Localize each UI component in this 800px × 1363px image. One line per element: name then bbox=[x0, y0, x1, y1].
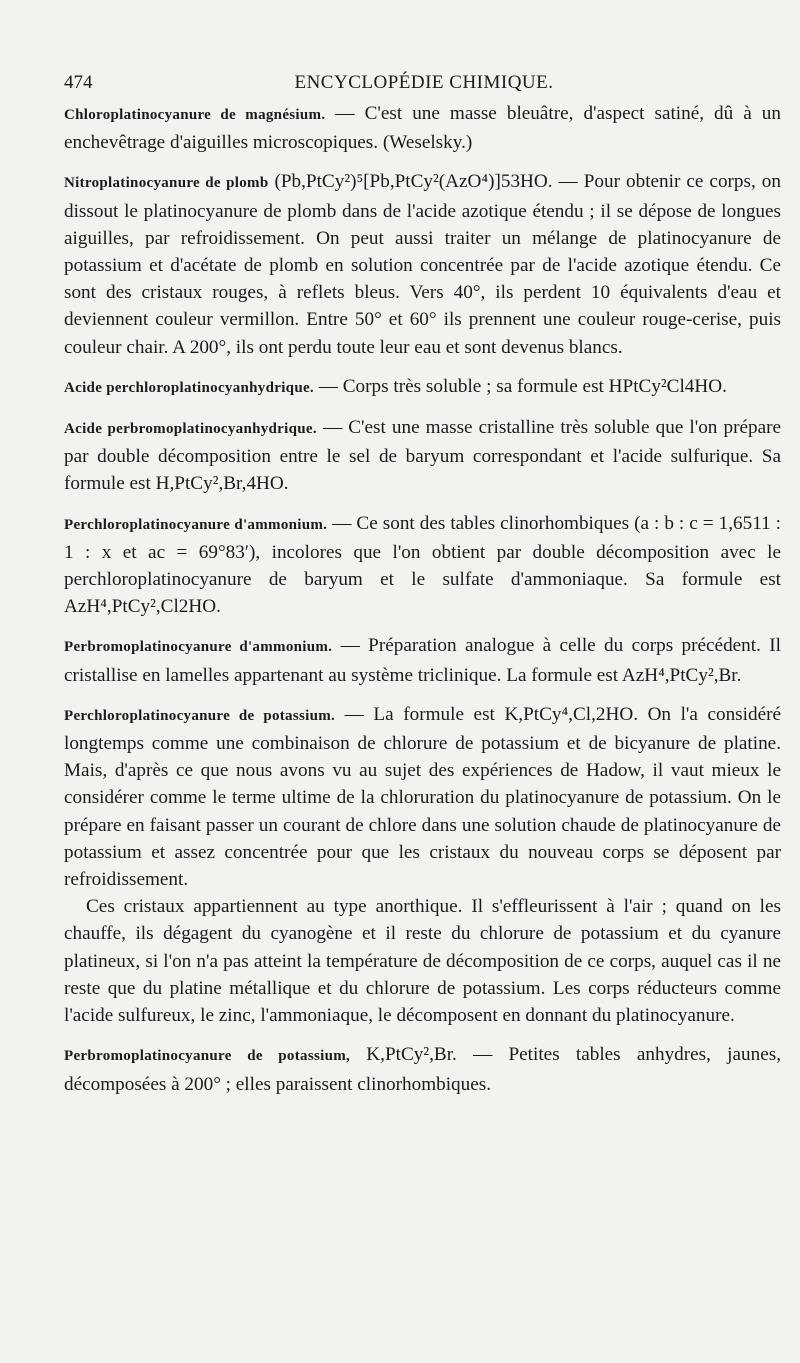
entry-term: Chloroplatinocyanure de magnésium. bbox=[64, 107, 326, 123]
entry-text: — Ce sont des tables clinorhombiques (a : b : c = 1,6511 : 1 : x et ac = 69°83′), incolores que l'on obtient par double décomposition avec le perchloroplatinocyanure de baryum et le sulfate d'ammoniaque. Sa formule est AzH⁴,PtCy²,Cl2HO. bbox=[64, 512, 782, 618]
entry-text: — Corps très soluble ; sa formule est HPtCy²Cl4HO. bbox=[313, 375, 727, 397]
body-text bbox=[64, 100, 781, 1098]
entry-perchloro-potassium bbox=[64, 701, 781, 893]
entry-term: Perchloroplatinocyanure d'ammonium. bbox=[64, 516, 328, 533]
entry-term: Acide perchloroplatinocyanhydrique. bbox=[64, 379, 314, 396]
entry-text: — La formule est K,PtCy⁴,Cl,2HO. On l'a considéré longtemps comme une combinaison de chlorure de potassium et de bicyanure de platine. Mais, d'après ce que nous avons vu au sujet des expériences de Hadow, il vaut mieux le considérer comme le terme ultime de la chloruration du platinocyanure de potassium. On le prépare en faisant passer un courant de chlore dans une solution chaude de platinocyanure de potassium et assez concentrée pour que les cristaux du nouveau corps se déposent par refroidissement. bbox=[64, 703, 781, 891]
entry-formula: (Pb,PtCy²)⁵[Pb,PtCy²(AzO⁴)]53HO. bbox=[268, 171, 553, 193]
entry-term: Perbromoplatinocyanure de potassium, bbox=[64, 1048, 351, 1065]
entry-formula: K,PtCy²,Br. bbox=[350, 1044, 457, 1066]
entry-term: Perbromoplatinocyanure d'ammonium. bbox=[64, 639, 333, 656]
entry-text: — Petites tables anhydres, jaunes, décomposées à 200° ; elles paraissent clinorhombiques. bbox=[64, 1044, 782, 1095]
entry-text: — C'est une masse bleuâtre, d'aspect satiné, dû à un enchevêtrage d'aiguilles microscopiques. (Weselsky.) bbox=[64, 103, 781, 154]
entry-text: — C'est une masse cristalline très soluble que l'on prépare par double décomposition entre le sel de baryum correspondant et l'acide sulfurique. Sa formule est H,PtCy²,Br,4HO. bbox=[64, 417, 781, 495]
entry-perbromo-ammonium bbox=[64, 632, 781, 688]
entry-text: — Préparation analogue à celle du corps précédent. Il cristallise en lamelles appartenant au système triclinique. La formule est AzH⁴,PtCy²,Br. bbox=[64, 635, 781, 686]
entry-magnesium bbox=[64, 100, 781, 156]
page-number: 474 bbox=[64, 72, 93, 93]
entry-perchloro-ammonium bbox=[64, 510, 781, 621]
entry-term: Nitroplatinocyanure de plomb bbox=[64, 175, 269, 192]
entry-term: Acide perbromoplatinocyanhydrique. bbox=[64, 421, 317, 438]
entry-acide-perchloro bbox=[64, 373, 781, 402]
entry-continuation: Ces cristaux appartiennent au type anorthique. Il s'effleurissent à l'air ; quand on les chauffe, ils dégagent du cyanogène et il reste du chlorure de potassium et du cyanure platineux, si l'on n'a pas atteint la température de décomposition de ce corps, auquel cas il ne reste que du platine métallique et du chlorure de potassium. Les corps réducteurs comme l'acide sulfureux, le zinc, l'ammoniaque, le décomposent en donnant du platinocyanure. bbox=[64, 896, 781, 1027]
page-header bbox=[64, 72, 784, 98]
entry-acide-perbromo bbox=[64, 414, 781, 498]
entry-text: — Pour obtenir ce corps, on dissout le platinocyanure de plomb dans de l'acide azotique étendu ; il se dépose de longues aiguilles, par refroidissement. On peut aussi traiter un mélange de platinocyanure de potassium et d'acétate de plomb en solution concentrée par de l'acide azotique étendu. Ce sont des cristaux rouges, à reflets bleus. Vers 40°, ils perdent 10 équivalents d'eau et deviennent couleur vermillon. Entre 50° et 60° ils prennent une couleur rouge-cerise, puis couleur chair. A 200°, ils ont perdu toute leur eau et sont devenus blancs. bbox=[64, 171, 781, 358]
entry-term: Perchloroplatinocyanure de potassium. bbox=[64, 707, 336, 724]
entry-perbromo-potassium bbox=[64, 1041, 781, 1097]
entry-plomb bbox=[64, 168, 781, 360]
running-title: ENCYCLOPÉDIE CHIMIQUE. bbox=[294, 72, 554, 93]
